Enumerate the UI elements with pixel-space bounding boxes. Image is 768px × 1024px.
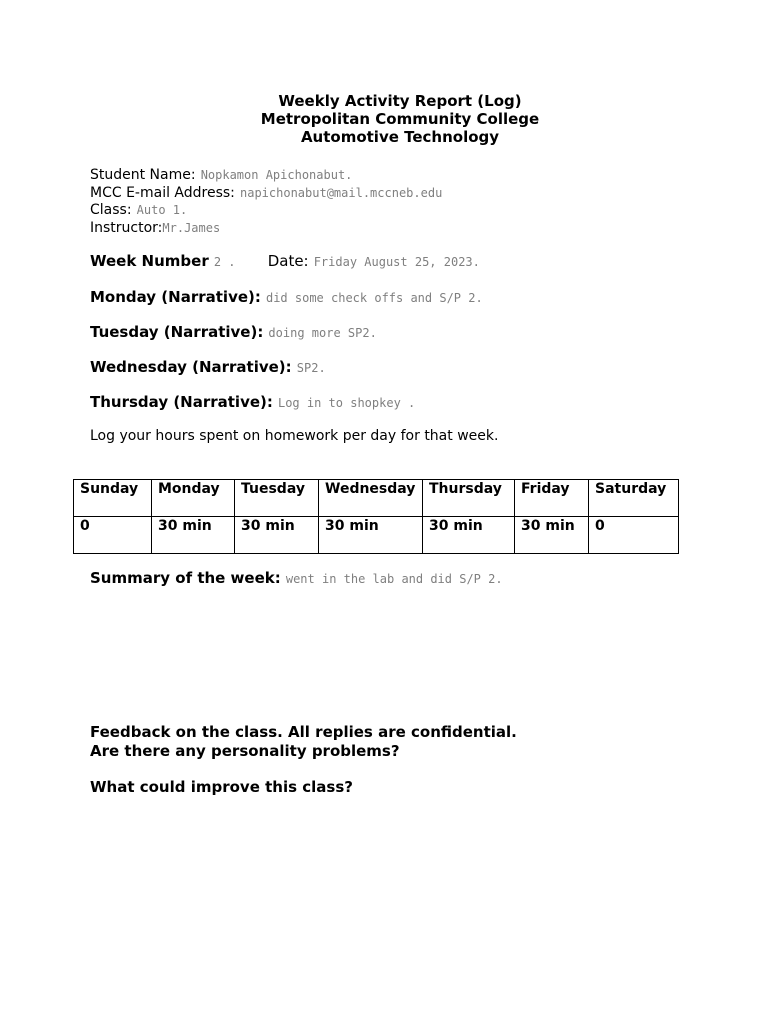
summary-label: Summary of the week: — [90, 569, 281, 587]
student-name-label: Student Name: — [90, 167, 196, 183]
table-row — [74, 517, 679, 554]
hours-instruction: Log your hours spent on homework per day for that week. — [90, 428, 499, 444]
table-header-row — [74, 480, 679, 517]
improve-question: What could improve this class? — [90, 778, 353, 796]
personality-question: Are there any personality problems? — [90, 742, 400, 760]
table-header-cell: Monday — [152, 480, 235, 517]
instructor-row — [90, 217, 220, 236]
monday-label: Monday (Narrative): — [90, 288, 261, 306]
thursday-row — [90, 392, 415, 411]
tuesday-row — [90, 322, 377, 341]
student-name-field[interactable]: Nopkamon Apichonabut. — [200, 168, 353, 182]
program-name: Automotive Technology — [300, 128, 500, 146]
email-label: MCC E-mail Address: — [90, 185, 235, 201]
table-header-cell: Wednesday — [319, 480, 423, 517]
week-row — [90, 251, 480, 270]
college-name: Metropolitan Community College — [260, 110, 540, 128]
table-header-cell: Saturday — [589, 480, 679, 517]
feedback-heading: Feedback on the class. All replies are confidential. — [90, 723, 517, 741]
class-row — [90, 199, 187, 218]
class-label: Class: — [90, 202, 132, 218]
hours-cell[interactable]: 30 min — [423, 517, 515, 554]
instructor-label: Instructor: — [90, 220, 163, 236]
thursday-label: Thursday (Narrative): — [90, 393, 273, 411]
table-header-cell: Friday — [515, 480, 589, 517]
week-number-label: Week Number — [90, 252, 209, 270]
hours-cell[interactable]: 0 — [589, 517, 679, 554]
monday-row — [90, 287, 483, 306]
tuesday-label: Tuesday (Narrative): — [90, 323, 264, 341]
wednesday-row — [90, 357, 326, 376]
hours-cell[interactable]: 30 min — [235, 517, 319, 554]
summary-field[interactable]: went in the lab and did S/P 2. — [285, 572, 503, 586]
email-field[interactable]: napichonabut@mail.mccneb.edu — [240, 186, 443, 200]
wednesday-field[interactable]: SP2. — [296, 361, 326, 375]
date-field[interactable]: Friday August 25, 2023. — [313, 255, 480, 269]
thursday-field[interactable]: Log in to shopkey . — [277, 396, 416, 410]
class-field[interactable]: Auto 1. — [136, 203, 188, 217]
summary-row — [90, 568, 503, 587]
wednesday-label: Wednesday (Narrative): — [90, 358, 292, 376]
week-number-field[interactable]: 2 . — [213, 255, 236, 269]
monday-field[interactable]: did some check offs and S/P 2. — [265, 291, 483, 305]
hours-cell[interactable]: 0 — [74, 517, 152, 554]
table-header-cell: Thursday — [423, 480, 515, 517]
hours-cell[interactable]: 30 min — [515, 517, 589, 554]
hours-cell[interactable]: 30 min — [152, 517, 235, 554]
hours-table — [73, 479, 679, 554]
report-title: Weekly Activity Report (Log) — [278, 92, 522, 110]
instructor-field[interactable]: Mr.James — [162, 221, 221, 235]
report-header — [0, 92, 768, 146]
table-header-cell: Tuesday — [235, 480, 319, 517]
hours-cell[interactable]: 30 min — [319, 517, 423, 554]
student-name-row — [90, 164, 352, 183]
tuesday-field[interactable]: doing more SP2. — [268, 326, 377, 340]
date-label: Date: — [267, 252, 309, 270]
table-header-cell: Sunday — [74, 480, 152, 517]
